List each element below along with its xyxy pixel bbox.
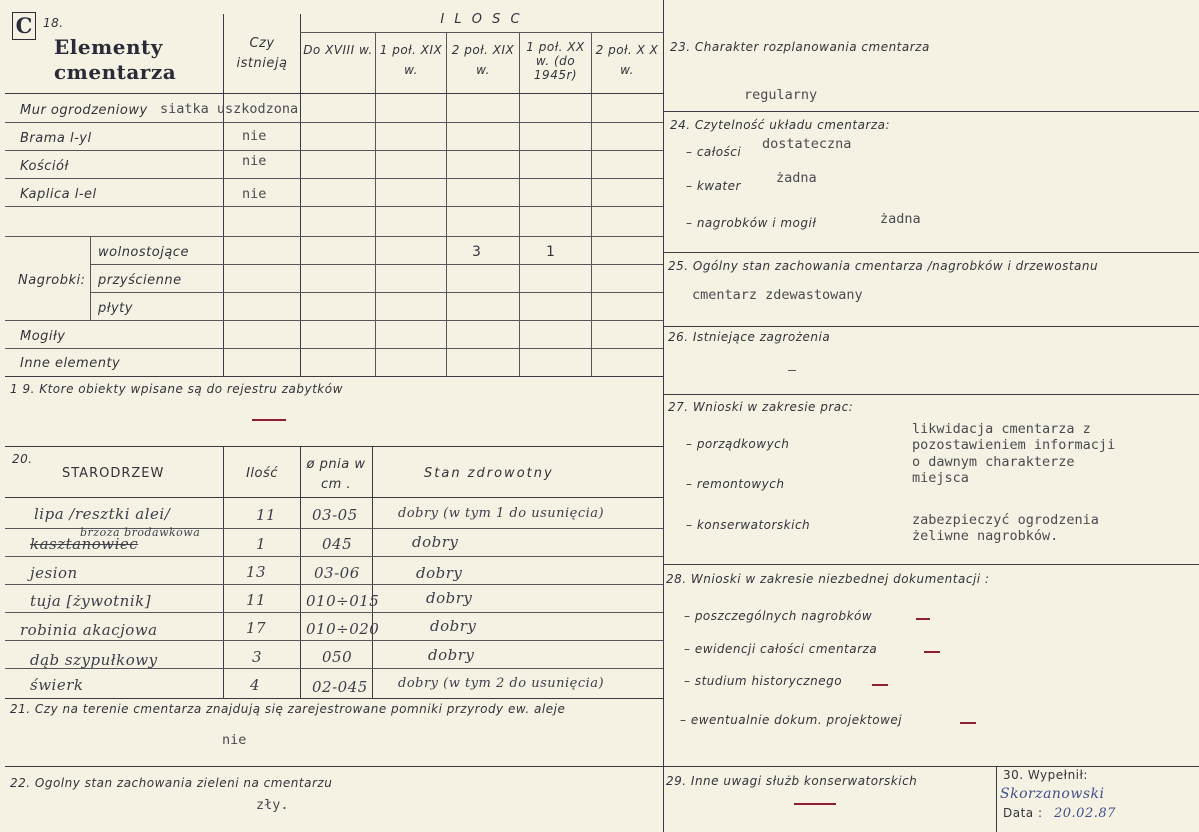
row-line xyxy=(5,766,1199,767)
col-line xyxy=(591,32,592,376)
tree-health: dobry xyxy=(430,617,477,635)
col-header-diameter: ø pnia w cm . xyxy=(306,457,366,492)
col-header-1pol20: 1 poł. XX w. (do 1945r) xyxy=(526,40,585,82)
col-header-qty: Ilość xyxy=(246,466,278,481)
col-line xyxy=(372,446,373,698)
tree-name: tuja [żywotnik] xyxy=(30,592,152,610)
section25-value: cmentarz zdewastowany xyxy=(692,287,863,303)
empty-mark xyxy=(252,419,286,421)
row-label-kosciol: Kościół xyxy=(20,159,69,174)
tree-qty: 4 xyxy=(250,676,261,694)
section24-calosci-value: dostateczna xyxy=(762,136,852,152)
section26-label: 26. Istniejące zagrożenia xyxy=(668,330,831,344)
section24-nagrobkow: – nagrobków i mogił xyxy=(686,216,817,230)
tree-name: kasztanowiec xyxy=(30,535,139,553)
row-line xyxy=(5,236,663,237)
row-line xyxy=(5,584,663,585)
row-label-brama: Brama l-yl xyxy=(20,131,92,146)
col-header-ilosc: I L O S C xyxy=(440,12,523,27)
row-label-mogily: Mogiły xyxy=(20,329,66,344)
row-line xyxy=(5,497,663,498)
section28-item3: – studium historycznego xyxy=(684,674,843,688)
section22-label: 22. Ogolny stan zachowania zieleni na cmentarzu xyxy=(10,776,333,790)
row-line xyxy=(5,93,663,94)
section30-date-label: Data : xyxy=(1003,806,1043,820)
col-line xyxy=(223,14,224,376)
tree-qty: 3 xyxy=(252,648,263,666)
tree-name: robinia akacjowa xyxy=(20,621,158,639)
row-label-mur: Mur ogrodzeniowy xyxy=(20,103,148,118)
tree-qty: 13 xyxy=(246,563,267,581)
tree-health: dobry (w tym 2 do usunięcia) xyxy=(398,676,605,691)
section27-porzadkowych-value: o dawnym charakterze xyxy=(912,454,1075,470)
row-line xyxy=(5,698,663,699)
mark xyxy=(872,684,888,686)
section24-calosci: – całości xyxy=(686,145,742,159)
filler-signature: Skorzanowski xyxy=(1000,786,1105,802)
center-divider xyxy=(663,0,664,832)
section21-value: nie xyxy=(222,732,247,748)
tree-qty: 17 xyxy=(246,619,267,637)
section27-porzadkowych-value: pozostawieniem informacji xyxy=(912,437,1116,453)
row-value-kosciol: nie xyxy=(242,153,267,169)
row-line xyxy=(5,122,663,123)
row-line xyxy=(5,206,663,207)
empty-mark xyxy=(794,803,836,805)
tree-qty: 11 xyxy=(256,506,277,524)
section24-kwater: – kwater xyxy=(686,179,741,193)
row-label-przyscienne: przyścienne xyxy=(98,273,182,288)
section30-label: 30. Wypełnił: xyxy=(1003,768,1088,782)
row-line xyxy=(663,394,1199,395)
col-header-1pol19: 1 poł. XIX w. xyxy=(379,43,443,77)
tree-health: dobry (w tym 1 do usunięcia) xyxy=(398,506,605,521)
value-wolno-1pol20: 1 xyxy=(546,244,556,260)
row-line xyxy=(663,564,1199,565)
tree-health: dobry xyxy=(428,646,475,664)
row-label-plyty: płyty xyxy=(98,301,133,316)
tree-name: świerk xyxy=(30,676,84,694)
row-line xyxy=(663,111,1199,112)
row-line xyxy=(90,264,663,265)
section27-remontowych: – remontowych xyxy=(686,477,785,491)
section27-konserw-value: zabezpieczyć ogrodzenia xyxy=(912,512,1099,528)
tree-diameter: 045 xyxy=(322,535,353,553)
tree-health: dobry xyxy=(412,533,459,551)
section27-konserw-value: żeliwne nagrobków. xyxy=(912,528,1059,544)
col-header-2pol20: 2 poł. X X w. xyxy=(595,43,659,77)
row-line xyxy=(663,252,1199,253)
row-line xyxy=(5,376,663,377)
section28-label: 28. Wnioski w zakresie niezbednej dokumentacji : xyxy=(666,572,990,586)
row-label-kaplica: Kaplica l-el xyxy=(20,187,97,202)
section-title-line2: cmentarza xyxy=(54,60,177,84)
row-value-mur: siatka uszkodzona xyxy=(160,101,299,117)
field-number: 18. xyxy=(43,16,64,30)
row-line xyxy=(5,612,663,613)
row-label-nagrobki: Nagrobki: xyxy=(18,273,86,288)
row-line xyxy=(5,178,663,179)
section27-konserwatorskich: – konserwatorskich xyxy=(686,518,811,532)
section23-label: 23. Charakter rozplanowania cmentarza xyxy=(670,40,930,54)
section24-kwater-value: żadna xyxy=(776,170,817,186)
section28-item2: – ewidencji całości cmentarza xyxy=(684,642,878,656)
mark xyxy=(916,618,930,620)
row-label-wolnostojace: wolnostojące xyxy=(98,245,189,260)
section22-value: zły. xyxy=(256,797,289,813)
row-value-brama: nie xyxy=(242,128,267,144)
tree-diameter: 03-05 xyxy=(312,506,358,524)
section28-item1: – poszczególnych nagrobków xyxy=(684,609,873,623)
row-line xyxy=(5,556,663,557)
col-line xyxy=(446,32,447,376)
tree-name: jesion xyxy=(30,564,78,582)
tree-diameter: 02-045 xyxy=(312,678,368,696)
tree-diameter: 050 xyxy=(322,648,353,666)
section30-date: 20.02.87 xyxy=(1054,806,1116,821)
tree-diameter: 010÷020 xyxy=(306,620,380,638)
section24-label: 24. Czytelność układu cmentarza: xyxy=(670,118,891,132)
tree-name: lipa /resztki alei/ xyxy=(34,505,171,523)
section19-label: 1 9. Ktore obiekty wpisane są do rejestru zabytków xyxy=(10,382,343,396)
section-title-line1: Elementy xyxy=(54,35,163,59)
row-line xyxy=(5,320,663,321)
col-line xyxy=(375,32,376,376)
row-line xyxy=(300,32,663,33)
section23-value: regularny xyxy=(744,87,818,103)
section28-item4: – ewentualnie dokum. projektowej xyxy=(680,713,903,727)
row-line xyxy=(5,446,663,447)
section27-porzadkowych-value: miejsca xyxy=(912,470,969,486)
value-wolno-2pol19: 3 xyxy=(472,244,482,260)
col-header-do18: Do XVIII w. xyxy=(303,43,373,57)
tree-health: dobry xyxy=(426,589,473,607)
col-line xyxy=(223,446,224,698)
row-line xyxy=(5,150,663,151)
section29-label: 29. Inne uwagi służb konserwatorskich xyxy=(666,774,918,788)
tree-diameter: 010÷015 xyxy=(306,592,380,610)
tree-qty: 1 xyxy=(256,535,267,553)
row-value-kaplica: nie xyxy=(242,186,267,202)
tree-name: dąb szypułkowy xyxy=(30,651,158,669)
section26-value: – xyxy=(788,362,797,378)
tree-diameter: 03-06 xyxy=(314,564,360,582)
section25-label: 25. Ogólny stan zachowania cmentarza /nagrobków i drzewostanu xyxy=(668,259,1099,273)
col-line xyxy=(300,14,301,376)
section24-nagrobkow-value: żadna xyxy=(880,211,921,227)
row-line xyxy=(90,292,663,293)
tree-health: dobry xyxy=(416,564,463,582)
col-line xyxy=(519,32,520,376)
tree-name-note: brzoza brodawkowa xyxy=(80,526,201,539)
col-line xyxy=(90,236,91,320)
mark xyxy=(924,651,940,653)
col-line xyxy=(996,766,997,832)
col-header-health: Stan zdrowotny xyxy=(424,466,554,481)
section21-label: 21. Czy na terenie cmentarza znajdują się zarejestrowane pomniki przyrody ew. aleje xyxy=(10,702,566,716)
row-line xyxy=(5,640,663,641)
col-header-starodrzew: STARODRZEW xyxy=(62,466,165,481)
section-letter: C xyxy=(12,12,36,40)
section20-number: 20. xyxy=(12,452,33,466)
mark xyxy=(960,722,976,724)
tree-qty: 11 xyxy=(246,591,267,609)
col-header-2pol19: 2 poł. XIX w. xyxy=(451,43,515,77)
section27-label: 27. Wnioski w zakresie prac: xyxy=(668,400,854,414)
col-line xyxy=(300,446,301,698)
row-label-inne: Inne elementy xyxy=(20,356,121,371)
col-header-czy: Czy istnieją xyxy=(236,36,288,71)
row-line xyxy=(5,348,663,349)
row-line xyxy=(663,326,1199,327)
section27-porzadkowych: – porządkowych xyxy=(686,437,790,451)
section27-porzadkowych-value: likwidacja cmentarza z xyxy=(912,421,1091,437)
